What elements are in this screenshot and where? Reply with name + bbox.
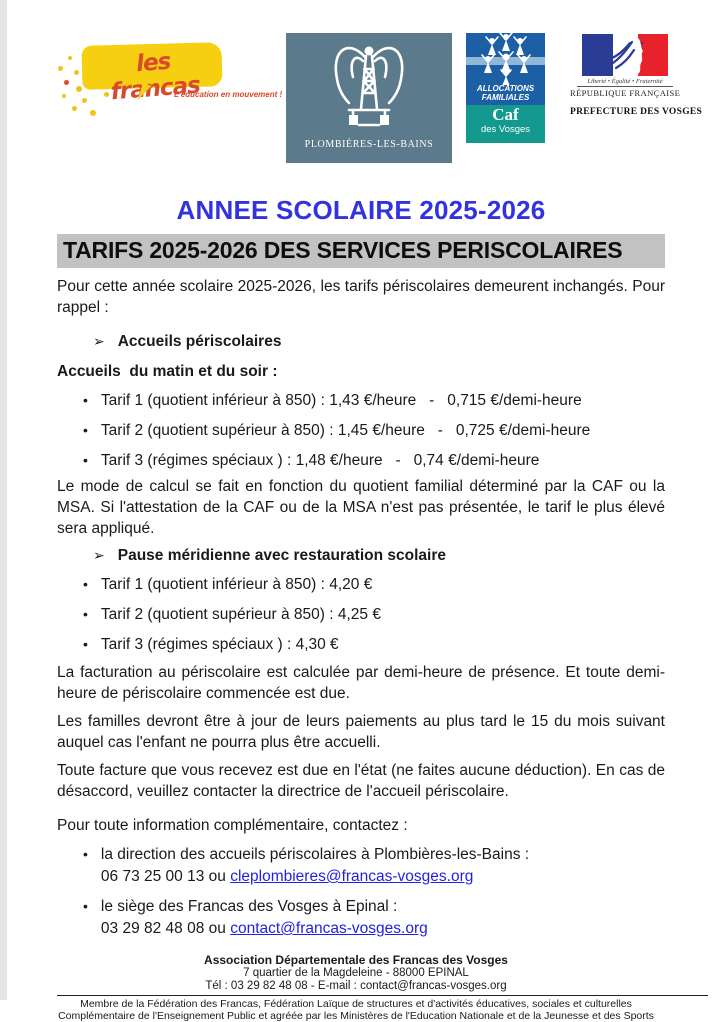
contact-item-siege [83,896,665,940]
fountain-tower-icon [309,37,429,137]
contact-intro: Pour toute information complémentaire, contactez : [57,817,408,834]
footer-org: Association Départementale des Francas des Vosges [204,953,508,967]
francas-logo [52,36,283,121]
caf-logo-top [466,33,545,105]
footer-address: 7 quartier de la Magdeleine - 88000 EPINAL [243,967,469,979]
caf-logo-bottom [466,105,545,143]
footer-legal-line2: Complémentaire de l'Enseignement Public et agréée par les Ministères de l'Education Nationale et de la Jeunesse et des Sports [58,1010,654,1022]
bullet-icon: • [83,392,88,408]
intro-paragraph: Pour cette année scolaire 2025-2026, les tarifs périscolaires demeurent inchangés. Pour rappel : [57,278,665,316]
contact-line: le siège des Francas des Vosges à Epinal : [100,898,398,915]
calcul-paragraph: Le mode de calcul se fait en fonction du quotient familial déterminé par la CAF ou la MSA. Si l'attestation de la CAF ou de la MSA n'est pas présentée, le tarif le plus élevé sera appliqué. [57,478,665,537]
header-logos [0,0,712,190]
section-heading-accueils: ➢ Accueils périscolaires [93,333,282,350]
prefecture-logo [570,34,703,117]
tarif-item: • Tarif 1 (quotient inférieur à 850) : 4,20 € [83,576,373,593]
contact-item-direction [83,844,665,888]
bullet-icon: • [83,606,88,622]
prefecture-divider [577,86,673,87]
caf-family-figures-icon [466,33,545,85]
page-title: ANNEE SCOLAIRE 2025-2026 [176,195,546,225]
arrow-bullet-icon: ➢ [93,333,105,349]
tarif-item: • Tarif 3 (régimes spéciaux ) : 4,30 € [83,636,339,653]
footer-divider [57,995,708,996]
bullet-icon: • [83,898,88,914]
francas-speech-bubble [81,42,222,106]
footer-contact: Tél : 03 29 82 48 08 - E-mail : contact@francas-vosges.org [205,980,507,992]
prefecture-motto: Liberté • Égalité • Fraternité [587,78,663,85]
banner-title: TARIFS 2025-2026 DES SERVICES PERISCOLAIRES [57,234,665,268]
tarif-item: • Tarif 2 (quotient supérieur à 850) : 4,25 € [83,606,381,623]
email-link-contact[interactable]: contact@francas-vosges.org [230,920,428,937]
plombieres-logo-text: PLOMBIÈRES-LES-BAINS [304,139,434,150]
subheading-matin-soir: Accueils du matin et du soir : [57,363,278,380]
facture-paragraph: Toute facture que vous recevez est due en l'état (ne faites aucune déduction). En cas de désaccord, veuillez contacter la directrice de l'accueil périscolaire. [57,762,665,800]
caf-allocations-text: ALLOCATIONS FAMILIALES [476,84,535,103]
tarif-item: • Tarif 3 (régimes spéciaux ) : 1,48 €/heure - 0,74 €/demi-heure [83,452,540,469]
section-heading-pause: ➢ Pause méridienne avec restauration scolaire [93,547,446,564]
facturation-paragraph: La facturation au périscolaire est calculée par demi-heure de présence. Et toute demi-heure de périscolaire commencée est due. [57,664,665,702]
francas-logo-text: les francas [109,48,201,106]
bullet-icon: • [83,422,88,438]
contact-line: la direction des accueils périscolaires à Plombières-les-Bains : [100,846,530,863]
contact-line: 06 73 25 00 13 ou cleplombieres@francas-vosges.org [100,868,474,885]
bullet-icon: • [83,576,88,592]
marianne-flag-icon [582,34,668,76]
arrow-bullet-icon: ➢ [93,547,105,563]
prefecture-republic-text: RÉPUBLIQUE FRANÇAISE [570,88,681,98]
francas-tagline: L'éducation en mouvement ! [174,90,283,99]
tarif-item: • Tarif 1 (quotient inférieur à 850) : 1,43 €/heure - 0,715 €/demi-heure [83,392,582,409]
prefecture-name: PREFECTURE DES VOSGES [570,107,703,117]
email-link-cleplombieres[interactable]: cleplombieres@francas-vosges.org [230,868,474,885]
footer [0,953,712,1022]
plombieres-logo [286,33,452,163]
caf-logo [466,33,545,143]
caf-dept-text: des Vosges [480,124,531,135]
document-body [0,195,712,940]
caf-brand-text: Caf [492,105,519,124]
bullet-icon: • [83,452,88,468]
bullet-icon: • [83,846,88,862]
footer-legal-line1: Membre de la Fédération des Francas, Fédération Laïque de structures et d'activités éducatives, sociales et culturelles [80,998,632,1010]
bullet-icon: • [83,636,88,652]
familles-paragraph: Les familles devront être à jour de leurs paiements au plus tard le 15 du mois suivant auquel cas l'enfant ne pourra plus être accuelli. [57,713,665,751]
contact-line: 03 29 82 48 08 ou contact@francas-vosges.org [100,920,428,937]
tarif-item: • Tarif 2 (quotient supérieur à 850) : 1,45 €/heure - 0,725 €/demi-heure [83,422,591,439]
